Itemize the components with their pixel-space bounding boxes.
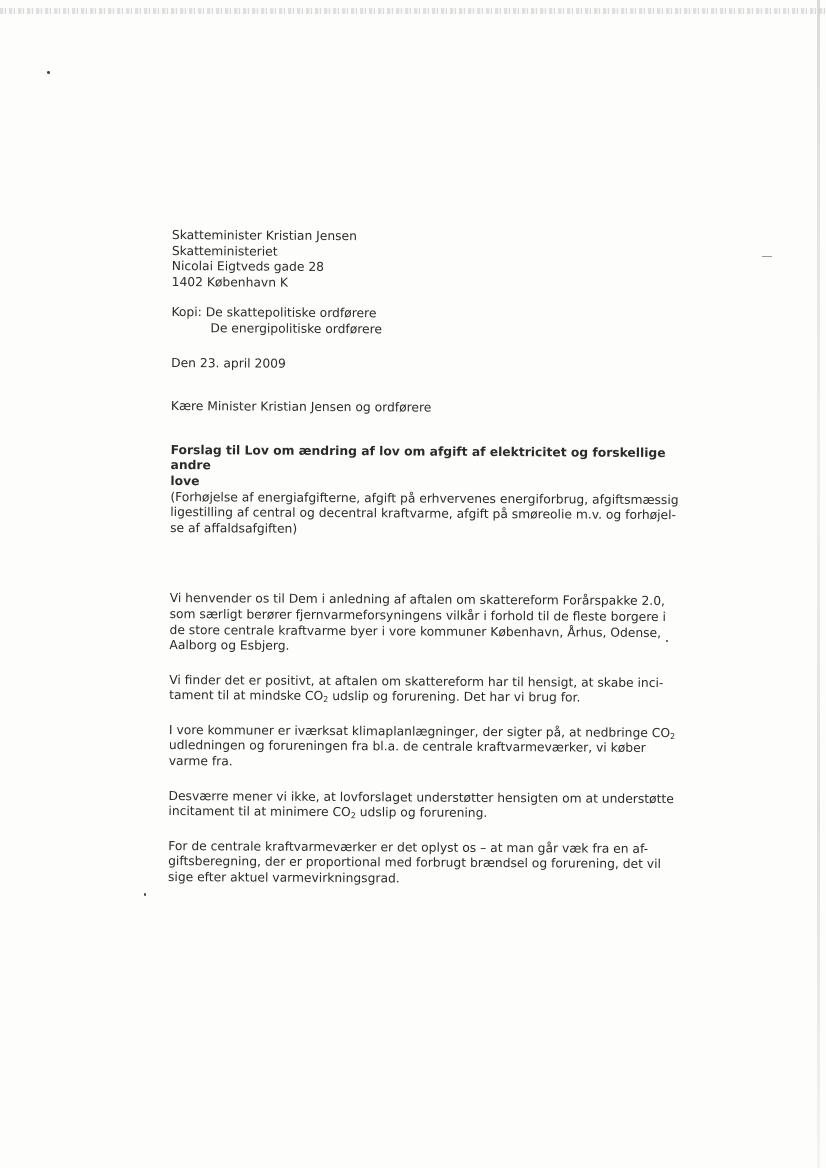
text-run: udslip og forurening. Det har vi brug for. [328, 689, 581, 705]
paragraph-4 [168, 788, 674, 823]
subject-detail-line: se af affaldsafgiften) [170, 520, 298, 536]
paragraph-line: udledningen og forureningen fra bl.a. de centrale kraftvarmeværker, vi køber [168, 738, 646, 756]
recipient-city: 1402 København K [171, 274, 289, 290]
subject-title-line: love [170, 473, 200, 489]
letter-date: Den 23. april 2009 [171, 355, 286, 371]
subject-block [170, 442, 679, 539]
subject-detail-line: (Forhøjelse af energiafgifterne, afgift på erhvervenes energiforbrug, afgiftsmæssig [170, 489, 679, 507]
recipient-name: Skatteminister Kristian Jensen [171, 228, 357, 244]
scan-speck [666, 640, 668, 642]
paragraph-2 [169, 672, 664, 707]
subject-title-line: andre [170, 458, 211, 473]
copy-to [171, 305, 651, 339]
subject-detail-line: ligestilling af central og decentral kraftvarme, afgift på smøreolie m.v. og forhøjel- [170, 505, 677, 523]
text-run: incitament til at minimere CO [168, 804, 351, 820]
scan-edge-top [0, 8, 826, 14]
subscript: 2 [670, 731, 676, 741]
paragraph-line: giftsberegning, der er proportional med forbrugt brændsel og forurening, det vil [168, 854, 661, 872]
paragraph-5 [167, 838, 661, 889]
paragraph-1 [169, 591, 666, 656]
recipient-ministry: Skatteministeriet [171, 243, 278, 259]
subscript: 2 [323, 695, 329, 705]
paragraph-line: Desværre mener vi ikke, at lovforslaget understøtter hensigten om at understøtte [168, 788, 674, 806]
paragraph-3 [168, 722, 676, 773]
subject-title-line: Forslag til Lov om ændring af lov om afgift af elektricitet og forskellige [170, 442, 666, 460]
paragraph-line: Vi finder det er positivt, at aftalen om skattereform har til hensigt, at skabe inci- [169, 672, 664, 690]
salutation: Kære Minister Kristian Jensen og ordførere [170, 399, 432, 415]
text-run: I vore kommuner er iværksat klimaplanlægninger, der sigter på, at nedbringe CO [168, 722, 671, 740]
paragraph-line: sige efter aktuel varmevirkningsgrad. [167, 870, 400, 886]
scan-speck [47, 71, 50, 74]
paragraph-line: Vi henvender os til Dem i anledning af aftalen om skattereform Forårspakke 2.0, [169, 591, 666, 609]
paragraph-line: varme fra. [168, 754, 233, 769]
text-run: udslip og forurening. [355, 805, 488, 821]
scan-edge-right [817, 0, 820, 1168]
letter-body [167, 228, 679, 889]
paragraph-line: de store centrale kraftvarme byer i vore kommuner København, Århus, Odense, [169, 622, 662, 640]
copy-line-2: De energipolitiske ordførere [210, 321, 383, 337]
copy-line-1: Kopi: De skattepolitiske ordførere [171, 305, 377, 321]
paragraph-line [168, 804, 648, 823]
recipient-address [172, 228, 652, 293]
paragraph-line: For de centrale kraftvarmeværker er det oplyst os – at man går væk fra en af- [168, 838, 649, 856]
text-run: tament til at mindske CO [169, 688, 324, 704]
paragraph-line: Aalborg og Esbjerg. [169, 638, 290, 653]
recipient-street: Nicolai Eigtveds gade 28 [171, 259, 325, 275]
paragraph-line: som særligt berører fjernvarmeforsyningens vilkår i forhold til de fleste borgere i [169, 606, 666, 624]
scan-speck [762, 256, 772, 257]
scan-speck [144, 893, 146, 896]
paragraph-line [169, 688, 649, 707]
subscript: 2 [350, 811, 356, 821]
